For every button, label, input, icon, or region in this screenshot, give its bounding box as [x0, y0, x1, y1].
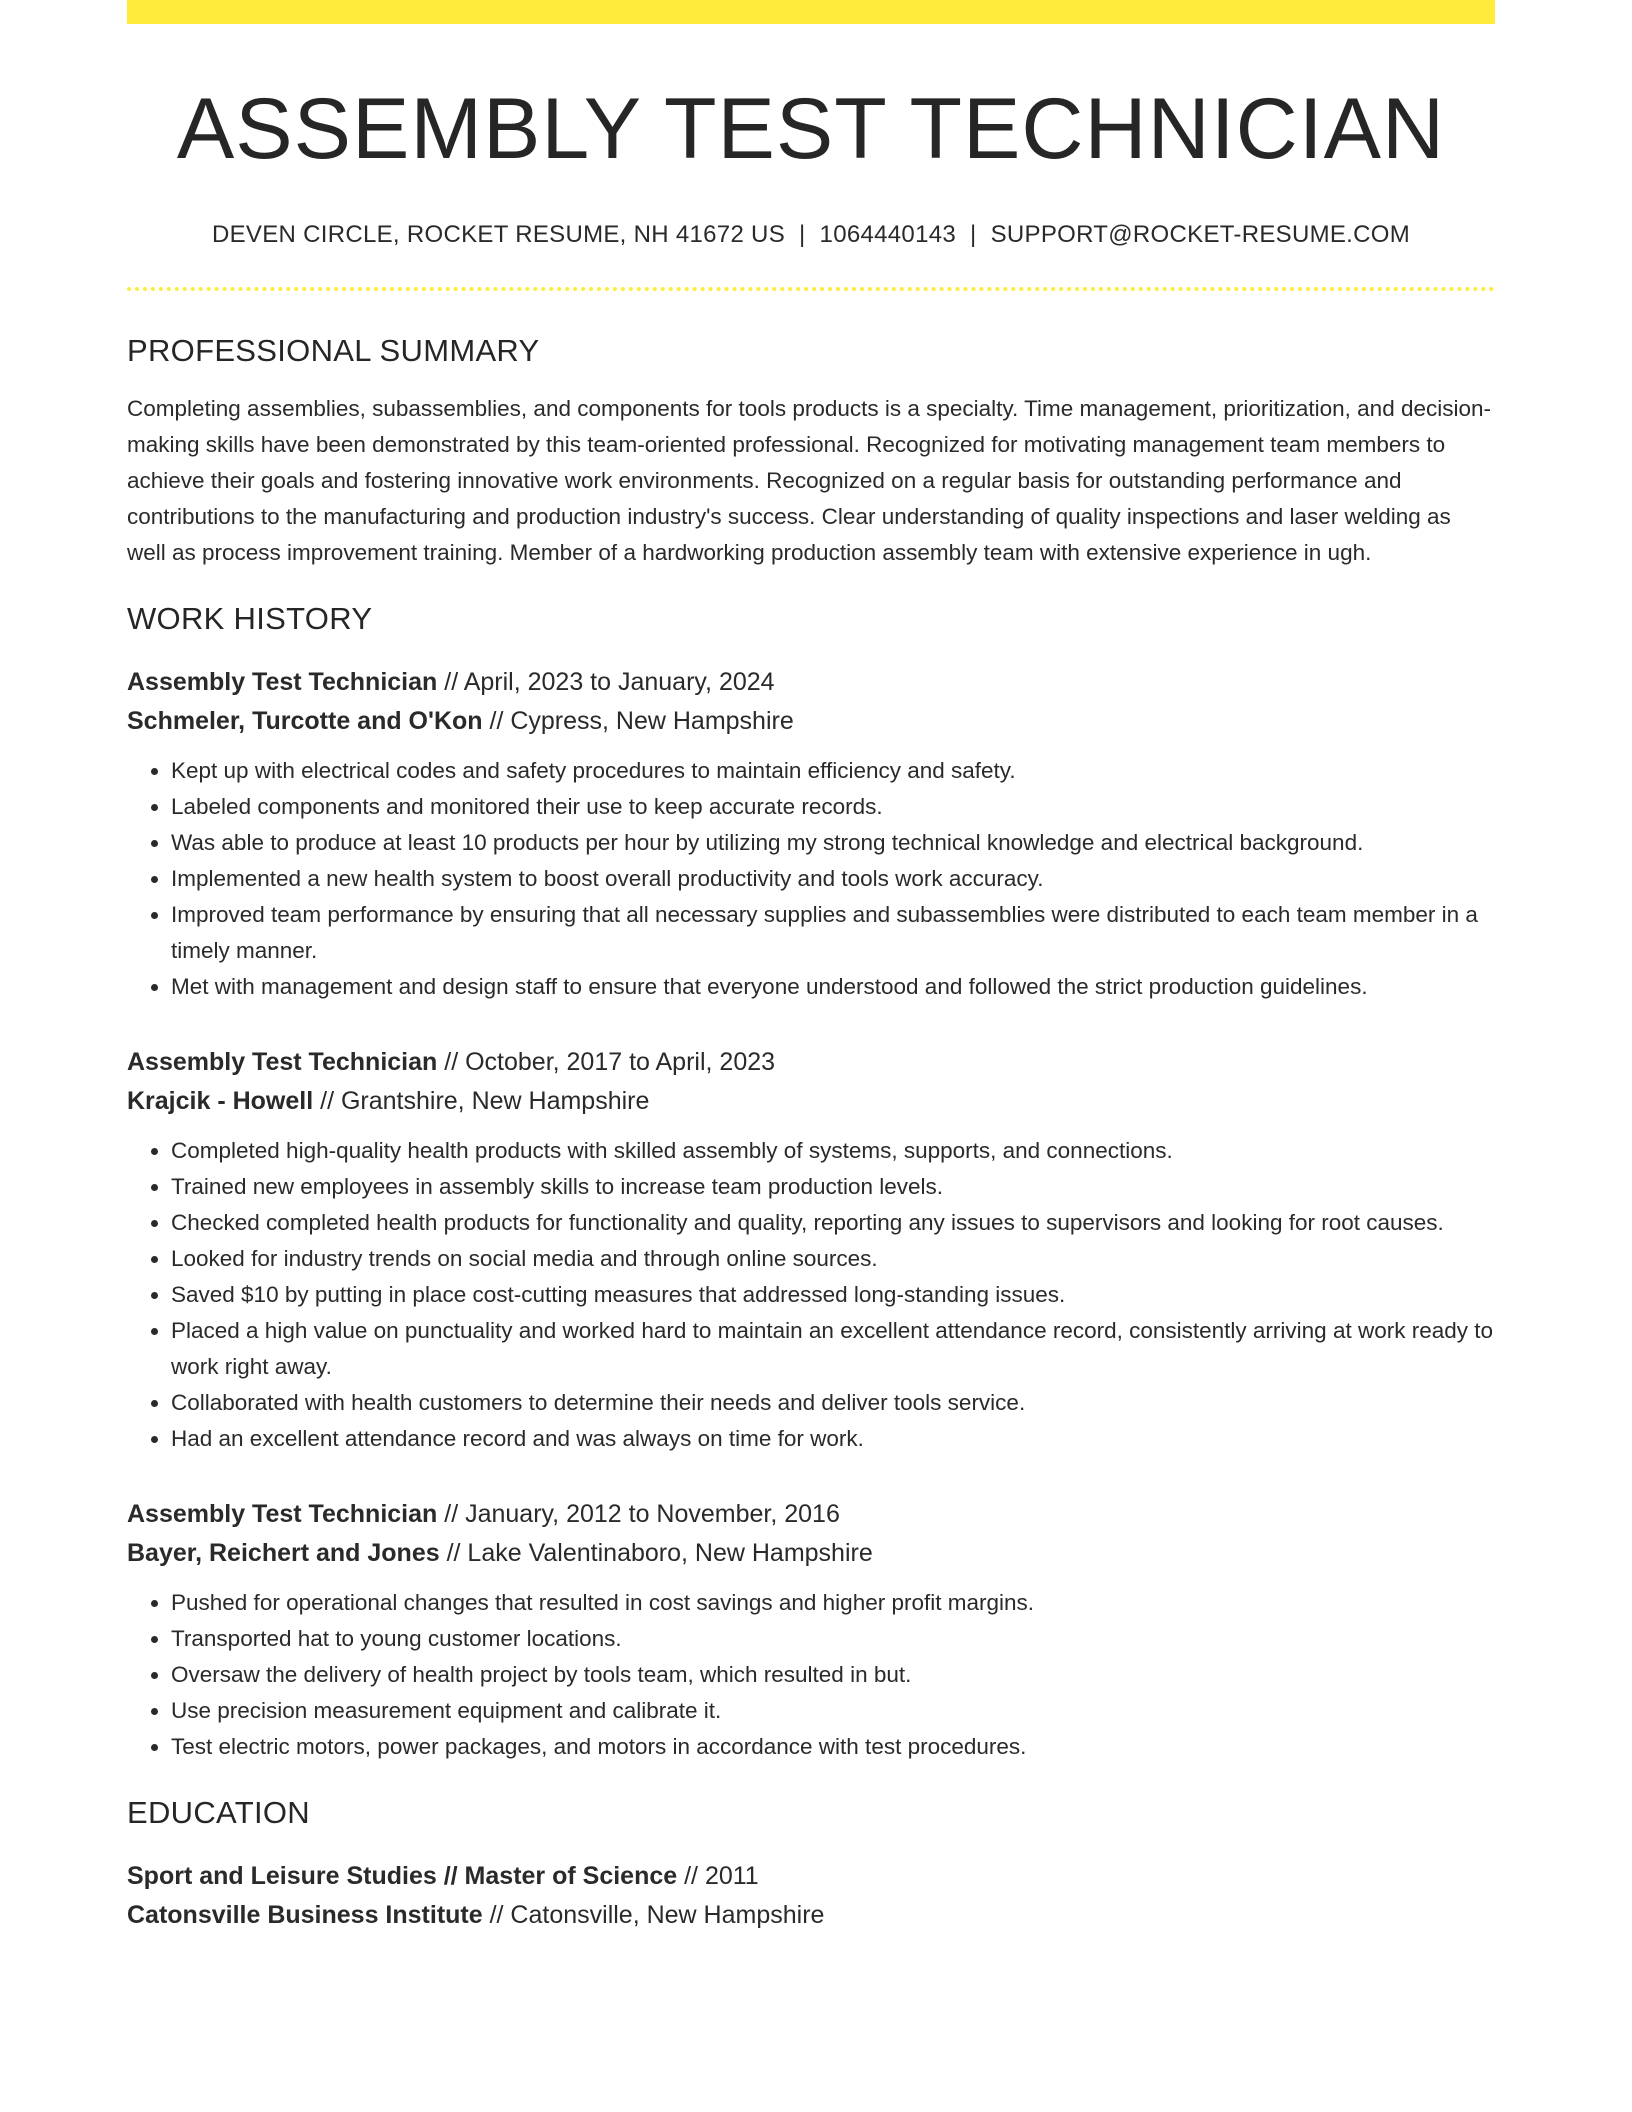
education-entry [127, 1857, 1495, 1935]
list-item: • Completed high-quality health products with skilled assembly of systems, supports, and connections. [171, 1133, 1495, 1169]
list-item: • Met with management and design staff to ensure that everyone understood and followed the strict production guidelines. [171, 969, 1495, 1005]
job-title-line [127, 1043, 1495, 1082]
job-location: // Lake Valentinaboro, New Hampshire [446, 1538, 873, 1567]
job-company-line [127, 1534, 1495, 1573]
graduation-year: // 2011 [684, 1861, 759, 1890]
list-item: • Oversaw the delivery of health project by tools team, which resulted in but. [171, 1657, 1495, 1693]
contact-phone: 1064440143 [819, 220, 957, 248]
list-item: • Implemented a new health system to boost overall productivity and tools work accuracy. [171, 861, 1495, 897]
job-role: Assembly Test Technician [127, 667, 438, 696]
resume-title: ASSEMBLY TEST TECHNICIAN [176, 81, 1446, 177]
job-title-line [127, 663, 1495, 702]
list-item: • Was able to produce at least 10 products per hour by utilizing my strong technical knowledge and electrical background. [171, 825, 1495, 861]
list-item: • Had an excellent attendance record and was always on time for work. [171, 1421, 1495, 1457]
resume-page [127, 0, 1495, 1935]
job-role: Assembly Test Technician [127, 1499, 438, 1528]
list-item: • Test electric motors, power packages, and motors in accordance with test procedures. [171, 1729, 1495, 1765]
job-bullets [127, 1585, 1495, 1765]
list-item: • Saved $10 by putting in place cost-cutting measures that addressed long-standing issues. [171, 1277, 1495, 1313]
job-company: Schmeler, Turcotte and O'Kon [127, 706, 483, 735]
list-item: • Use precision measurement equipment and calibrate it. [171, 1693, 1495, 1729]
job-entry [127, 1495, 1495, 1765]
school-name: Catonsville Business Institute [127, 1900, 483, 1929]
work-history-list [127, 663, 1495, 1765]
education-list [127, 1857, 1495, 1935]
list-item: • Pushed for operational changes that resulted in cost savings and higher profit margins. [171, 1585, 1495, 1621]
list-item: • Labeled components and monitored their use to keep accurate records. [171, 789, 1495, 825]
job-bullets [127, 753, 1495, 1005]
job-bullets [127, 1133, 1495, 1457]
summary-text: Completing assemblies, subassemblies, and components for tools products is a specialty. Time management, prioritization, and decision-making skills have been demonstrated by this team-oriented professional. Recognized for motivating management team members to achieve their goals and fostering innovative work environments. Recognized on a regular basis for outstanding performance and contributions to the manufacturing and production industry's success. Clear understanding of quality inspections and laser welding as well as process improvement training. Member of a hardworking production assembly team with extensive experience in ugh. [127, 395, 1491, 565]
contact-separator: | [970, 220, 977, 248]
list-item: • Improved team performance by ensuring that all necessary supplies and subassemblies were distributed to each team member in a timely manner. [171, 897, 1495, 969]
contact-line [127, 221, 1495, 249]
degree-line [127, 1857, 1495, 1896]
list-item: • Transported hat to young customer locations. [171, 1621, 1495, 1657]
job-dates: // January, 2012 to November, 2016 [444, 1499, 840, 1528]
contact-address: DEVEN CIRCLE, ROCKET RESUME, NH 41672 US [211, 220, 785, 248]
dotted-divider [127, 287, 1495, 291]
job-entry [127, 663, 1495, 1005]
job-location: // Grantshire, New Hampshire [320, 1086, 650, 1115]
job-title-line [127, 1495, 1495, 1534]
job-company-line [127, 702, 1495, 741]
list-item: • Checked completed health products for functionality and quality, reporting any issues to supervisors and looking for root causes. [171, 1205, 1495, 1241]
list-item: • Collaborated with health customers to determine their needs and deliver tools service. [171, 1385, 1495, 1421]
job-dates: // October, 2017 to April, 2023 [444, 1047, 776, 1076]
job-dates: // April, 2023 to January, 2024 [444, 667, 775, 696]
list-item: • Trained new employees in assembly skills to increase team production levels. [171, 1169, 1495, 1205]
accent-top-bar [127, 0, 1495, 24]
job-role: Assembly Test Technician [127, 1047, 438, 1076]
school-line [127, 1896, 1495, 1935]
job-company-line [127, 1082, 1495, 1121]
list-item: • Looked for industry trends on social media and through online sources. [171, 1241, 1495, 1277]
contact-separator: | [799, 220, 806, 248]
job-entry [127, 1043, 1495, 1457]
degree: Sport and Leisure Studies // Master of Science [127, 1861, 678, 1890]
list-item: • Kept up with electrical codes and safety procedures to maintain efficiency and safety. [171, 753, 1495, 789]
job-location: // Cypress, New Hampshire [489, 706, 794, 735]
job-company: Bayer, Reichert and Jones [127, 1538, 440, 1567]
list-item: • Placed a high value on punctuality and worked hard to maintain an excellent attendance record, consistently arriving at work ready to work right away. [171, 1313, 1495, 1385]
job-company: Krajcik - Howell [127, 1086, 314, 1115]
work-history-heading: WORK HISTORY [127, 600, 373, 636]
education-heading: EDUCATION [127, 1794, 310, 1830]
contact-email: SUPPORT@ROCKET-RESUME.COM [990, 220, 1411, 248]
summary-heading: PROFESSIONAL SUMMARY [127, 332, 540, 368]
school-location: // Catonsville, New Hampshire [489, 1900, 825, 1929]
